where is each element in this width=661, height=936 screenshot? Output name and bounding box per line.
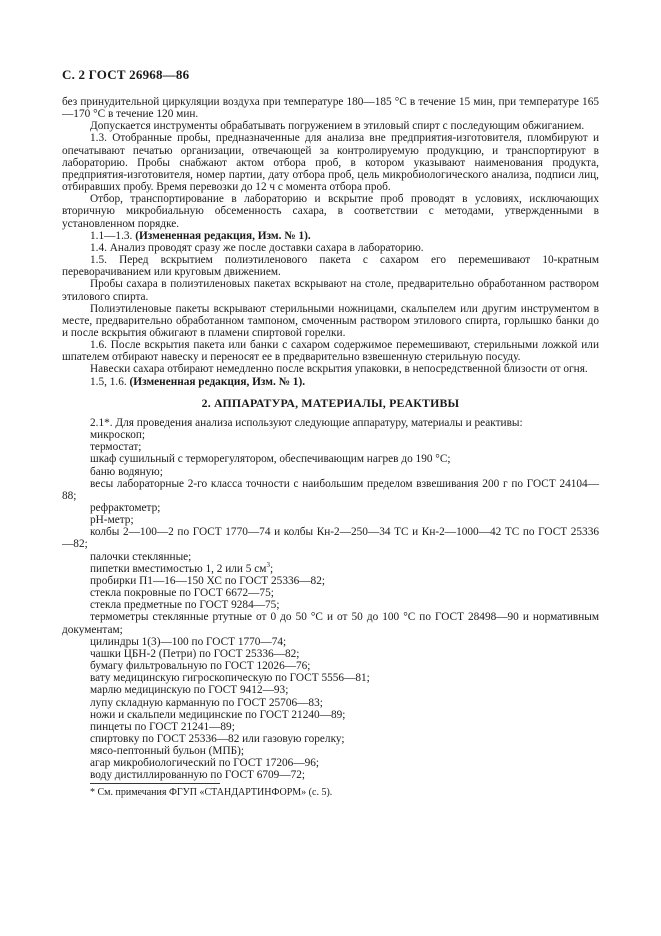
list-item: рН-метр; <box>90 514 134 527</box>
section-title: 2. АППАРАТУРА, МАТЕРИАЛЫ, РЕАКТИВЫ <box>201 395 460 410</box>
amendment-ref: 1.5, 1.6. <box>90 375 127 388</box>
paragraph: Пробы сахара в полиэтиленовых пакетах вскрывают на столе, предварительно обработанном раствором этилового спирта. <box>62 278 599 303</box>
list-item: ножи и скальпели медицинские по ГОСТ 21240—89; <box>90 708 346 721</box>
pipette-suffix: ; <box>269 562 274 575</box>
list-item: спиртовку по ГОСТ 25336—82 или газовую горелку; <box>90 732 345 745</box>
equipment-list <box>62 429 599 782</box>
list-item: рефрактометр; <box>90 502 161 514</box>
list-item: агар микробиологический по ГОСТ 17206—96; <box>90 757 320 770</box>
amendment-note <box>62 230 599 242</box>
list-item: термостат; <box>90 441 142 454</box>
list-item: баню водяную; <box>90 465 163 478</box>
list-item: цилиндры 1(3)—100 по ГОСТ 1770—74; <box>90 635 287 648</box>
pipette-text: пипетки вместимостью 1, 2 или 5 см <box>90 562 267 575</box>
paragraph-1-3: 1.3. Отобранные пробы, предназначенные для анализа вне предприятия-изготовителя, пломбируют и опечатывают печатью организации, отвечающей за контролируемую продукцию, и транспортируют в лабораторию. Пробы снабжают актом отбора проб, в котором указывают наименования продукта, предприятия-изготовителя, номер партии, дату отбора проб, цель микробиологического анализа, подписи лиц, отбиравших пробу. Время перевозки до 12 ч с момента отбора проб. <box>62 132 599 194</box>
list-item: воду дистиллированную по ГОСТ 6709—72; <box>90 769 306 782</box>
paragraph: Отбор, транспортирование в лабораторию и вскрытие проб проводят в условиях, исключающих вторичную микробиальную обсеменность сахара, в соответствии с методами, утвержденными в установленном порядке. <box>62 193 599 230</box>
paragraph: без принудительной циркуляции воздуха при температуре 180—185 °С в течение 15 мин, при температуре 165—170 °С в течение 120 мин. <box>62 96 599 121</box>
amendment-text: (Измененная редакция, Изм. № 1). <box>129 375 306 388</box>
paragraph: Навески сахара отбирают немедленно после вскрытия упаковки, в непосредственной близости от огня. <box>90 363 588 376</box>
paragraph-1-5: 1.5. Перед вскрытием полиэтиленового пакета с сахаром его перемешивают 10-кратным переворачиванием или круговым движением. <box>62 254 599 279</box>
paragraph-1-4: 1.4. Анализ проводят сразу же после доставки сахара в лабораторию. <box>90 241 424 254</box>
paragraph: Полиэтиленовые пакеты вскрывают стерильными ножницами, скальпелем или другим инструментом в месте, предварительно обработанном тампоном, смоченным раствором этилового спирта, горлышко банки до и после вскрытия обжигают в пламени спиртовой горелки. <box>62 302 599 339</box>
list-item: чашки ЦБН-2 (Петри) по ГОСТ 25336—82; <box>90 647 300 660</box>
list-item: вату медицинскую гигроскопическую по ГОСТ 5556—81; <box>90 672 370 685</box>
list-item: шкаф сушильный с терморегулятором, обеспечивающим нагрев до 190 °С; <box>90 453 451 466</box>
page-header: С. 2 ГОСТ 26968—86 <box>62 67 190 82</box>
list-item: микроскоп; <box>90 429 146 442</box>
list-item: бумагу фильтровальную по ГОСТ 12026—76; <box>90 660 311 673</box>
list-item: стекла покровные по ГОСТ 6672—75; <box>90 587 274 600</box>
list-item: пинцеты по ГОСТ 21241—89; <box>90 720 235 733</box>
list-item: стекла предметные по ГОСТ 9284—75; <box>90 599 280 612</box>
list-item: термометры стеклянные ртутные от 0 до 50 °С и от 50 до 100 °С по ГОСТ 28498—90 и нормативным документам; <box>62 611 599 636</box>
list-item: марлю медицинскую по ГОСТ 9412—93; <box>90 684 289 697</box>
list-item: колбы 2—100—2 по ГОСТ 1770—74 и колбы Кн-2—250—34 ТС и Кн-2—1000—42 ТС по ГОСТ 25336—82; <box>62 526 599 551</box>
list-item <box>62 563 599 575</box>
section-intro: 2.1*. Для проведения анализа используют следующие аппаратуру, материалы и реактивы: <box>90 416 523 429</box>
footnote-divider <box>90 783 220 784</box>
list-item: весы лабораторные 2-го класса точности с наибольшим пределом взвешивания 200 г по ГОСТ 24104—88; <box>62 477 599 502</box>
superscript: 3 <box>266 561 270 570</box>
footnote: * См. примечания ФГУП «СТАНДАРТИНФОРМ» (с. 5). <box>90 786 333 798</box>
amendment-note <box>62 376 599 388</box>
paragraph: Допускается инструменты обрабатывать погружением в этиловый спирт с последующим обжиганием. <box>90 120 585 133</box>
document-body <box>62 96 599 799</box>
list-item: мясо-пептонный бульон (МПБ); <box>90 745 244 758</box>
paragraph-1-6: 1.6. После вскрытия пакета или банки с сахаром содержимое перемешивают, стерильными ложкой или шпателем отбирают навеску и переносят ее в предварительно взвешенную стерильную посуду. <box>62 339 599 364</box>
list-item: палочки стеклянные; <box>90 550 192 563</box>
amendment-ref: 1.1—1.3. <box>90 229 133 242</box>
list-item: лупу складную карманную по ГОСТ 25706—83; <box>90 696 323 709</box>
amendment-text: (Измененная редакция, Изм. № 1). <box>135 229 311 242</box>
list-item: пробирки П1—16—150 ХС по ГОСТ 25336—82; <box>90 574 325 587</box>
